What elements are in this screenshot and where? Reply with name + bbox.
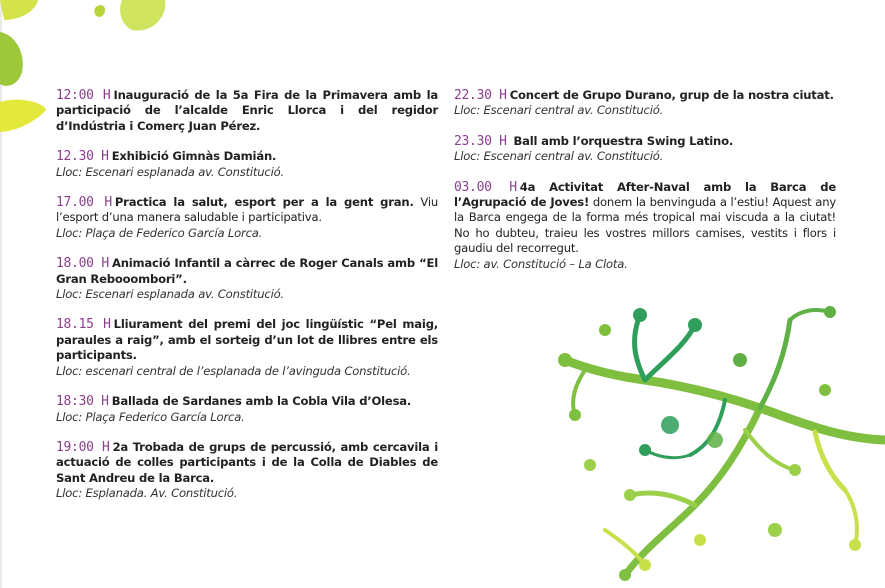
event-time: 23.30 H (454, 133, 507, 149)
event-item (454, 88, 836, 119)
event-item (454, 180, 836, 272)
event-place: Lloc: Escenari esplanada av. Constitució. (56, 164, 284, 179)
event-title: Lliurament del premi del joc lingüístic “Pel maig, paraules a raig”, amb el sorteig d’un lot de llibres entre els participants. (56, 317, 438, 363)
event-title: Inauguració de la 5a Fira de la Primavera amb la participació de l’alcalde Enric Llorca i del regidor d’Indústria i Comerç Juan Pérez. (56, 88, 439, 133)
event-place: Lloc: Plaça de Federico García Lorca. (56, 225, 263, 240)
event-time: 12.30 H (56, 149, 109, 165)
event-item (56, 394, 438, 425)
event-place: Lloc: Escenari central av. Constitució. (454, 103, 664, 118)
event-place: Lloc: Escenari central av. Constitució. (454, 149, 664, 164)
event-time: 19:00 H (56, 439, 110, 455)
event-item (56, 88, 438, 134)
event-item (56, 440, 438, 502)
event-item (56, 317, 438, 379)
event-title: Animació Infantil a càrrec de Roger Canals amb “El Gran Rebooombori”. (56, 256, 439, 286)
event-place: Lloc: av. Constitució – La Clota. (454, 256, 628, 271)
schedule-right-column (454, 88, 836, 287)
tree-branch-icon (545, 290, 885, 588)
event-title: Exhibició Gimnàs Damián. (111, 149, 277, 164)
event-time: 22.30 H (454, 88, 507, 103)
event-time: 17.00 H (56, 195, 112, 211)
event-title: Practica la salut, esport per a la gent gran. (114, 195, 414, 210)
event-title: 4a Activitat After-Naval amb la Barca de l’Agrupació de Joves! (454, 179, 836, 210)
event-title: Ballada de Sardanes amb la Cobla Vila d’Olesa. (111, 394, 412, 409)
event-item (56, 256, 438, 302)
event-item (56, 149, 438, 180)
event-item (454, 134, 836, 165)
event-place: Lloc: Escenari esplanada av. Constitució. (56, 287, 284, 302)
event-title: 2a Trobada de grups de percussió, amb cercavila i actuació de colles participants i de la Colla de Diables de Sant Andreu de la Barca. (56, 439, 439, 485)
schedule-left-column (56, 88, 438, 517)
event-time: 12:00 H (56, 88, 111, 103)
event-place: Lloc: escenari central de l’esplanada de l’avinguda Constitució. (56, 363, 411, 378)
event-title: Ball amb l’orquestra Swing Latino. (509, 133, 734, 148)
event-title: Concert de Grupo Durano, grup de la nostra ciutat. (509, 88, 834, 102)
event-description: donem la benvinguda a l’estiu! Aquest any la Barca engega de la forma més tropical mai viscuda a la ciutat! No ho dubteu, traieu les vostres millors camises, vestits i flors i gaudiu del recorregut. (454, 195, 837, 256)
event-item (56, 195, 438, 241)
event-time: 03.00 H (454, 179, 517, 195)
event-time: 18.00 H (56, 256, 109, 272)
event-description: Viu l’esport d’una manera saludable i participativa. (56, 195, 438, 225)
event-place: Lloc: Esplanada. Av. Constitució. (56, 486, 238, 501)
event-time: 18.15 H (56, 317, 111, 333)
event-place: Lloc: Plaça Federico García Lorca. (56, 409, 245, 424)
event-time: 18:30 H (56, 394, 109, 410)
